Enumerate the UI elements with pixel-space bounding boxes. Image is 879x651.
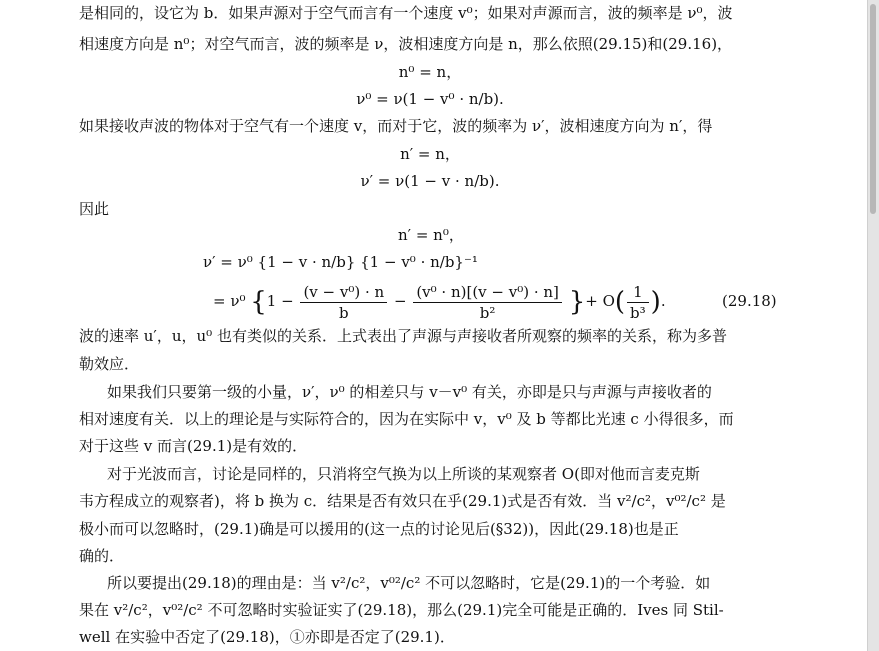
- equation-number: (29.18): [722, 292, 777, 310]
- text-line-5: 如果接收声波的物体对于空气有一个速度 v，而对于它，波的频率为 ν′，波相速度方向为 n′，得: [79, 117, 713, 135]
- equation-29-18: = ν⁰ {1 − $\frac{\text{(v − v⁰) · n}}{b}$ − $\frac{\text{(v⁰ · n)[(v − v⁰) · n]}}{\text{b²}}$ }+ O( $\frac{1}{\text{b³}}$ ).: [213, 282, 666, 322]
- fraction-2: [413, 282, 562, 323]
- eq-right-paren: ): [650, 287, 661, 317]
- text-line-17: 对于光波而言，讨论是同样的，只消将空气换为以上所谈的某观察者 O(即对他而言麦克斯: [107, 465, 700, 483]
- eq-left-paren: (: [614, 287, 626, 317]
- fraction-3-numerator: 1: [627, 282, 649, 303]
- text-line-8: 因此: [79, 200, 110, 218]
- text-line-21: 所以要提出(29.18)的理由是：当 v²/c²，v⁰²/c² 不可以忽略时，它是(29.1)的一个考验．如: [107, 574, 711, 592]
- text-line-16: 对于这些 v 而言(29.1)是有效的．: [79, 437, 308, 455]
- fraction-1-denominator: b: [339, 303, 349, 322]
- text-line-23: well 在实验中否定了(29.18)，①亦即是否定了(29.1)．: [79, 628, 455, 646]
- text-line-19: 极小而可以忽略时，(29.1)确是可以援用的(这一点的讨论见后(§32))，因此(29.18)也是正: [79, 520, 679, 538]
- fraction-2-denominator: b²: [479, 303, 496, 322]
- text-line-1: 是相同的，设它为 b．如果声源对于空气而言有一个速度 v⁰；如果对声源而言，波的频率是 ν⁰，波: [79, 4, 733, 22]
- eq-big-o: + O: [585, 292, 615, 310]
- text-line-14: 如果我们只要第一级的小量，ν′，ν⁰ 的相差只与 v－v⁰ 有关，亦即是只与声源与声接收者的: [107, 383, 712, 401]
- text-line-15: 相对速度有关．以上的理论是与实际符合的，因为在实际中 v，v⁰ 及 b 等都比光速 c 小得很多，而: [79, 410, 734, 428]
- eq-right-brace: }: [568, 287, 586, 317]
- fraction-1: [300, 282, 387, 323]
- equation-nu0: ν⁰ = ν(1 − v⁰ · n/b).: [356, 90, 504, 108]
- text-line-2: 相速度方向是 n⁰；对空气而言，波的频率是 ν，波相速度方向是 n，那么依照(29.15)和(29.16)，: [79, 35, 733, 53]
- text-line-18: 韦方程成立的观察者)，将 b 换为 c．结果是否有效只在乎(29.1)式是否有效．当 v²/c²，v⁰²/c² 是: [79, 492, 726, 510]
- fraction-1-numerator: (v − v⁰) · n: [300, 282, 387, 303]
- eq-left-brace: {: [250, 287, 267, 317]
- vertical-scrollbar[interactable]: [867, 0, 879, 651]
- equation-n0: n⁰ = n，: [398, 63, 462, 81]
- equation-n-prime-n0: n′ = n⁰，: [398, 226, 464, 244]
- equation-nu-prime: ν′ = ν(1 − v · n/b).: [360, 172, 500, 190]
- text-line-13: 勒效应．: [79, 355, 140, 373]
- text-line-20: 确的．: [79, 547, 125, 565]
- equation-nu-prime-product: ν′ = ν⁰ {1 − v · n/b} {1 − v⁰ · n/b}⁻¹: [203, 253, 478, 271]
- fraction-2-numerator: (v⁰ · n)[(v − v⁰) · n]: [413, 282, 562, 303]
- scrollbar-thumb[interactable]: [870, 4, 876, 214]
- text-line-22: 果在 v²/c²，v⁰²/c² 不可忽略时实验证实了(29.18)，那么(29.1)完全可能是正确的．Ives 同 Stil-: [79, 601, 724, 619]
- equation-n-prime: n′ = n，: [400, 145, 460, 163]
- eq-lead: = ν⁰: [213, 292, 246, 310]
- fraction-3: [627, 282, 649, 323]
- text-line-12: 波的速率 u′，u，u⁰ 也有类似的关系．上式表出了声源与声接收者所观察的频率的关系，称为多普: [79, 327, 727, 345]
- fraction-3-denominator: b³: [630, 303, 646, 322]
